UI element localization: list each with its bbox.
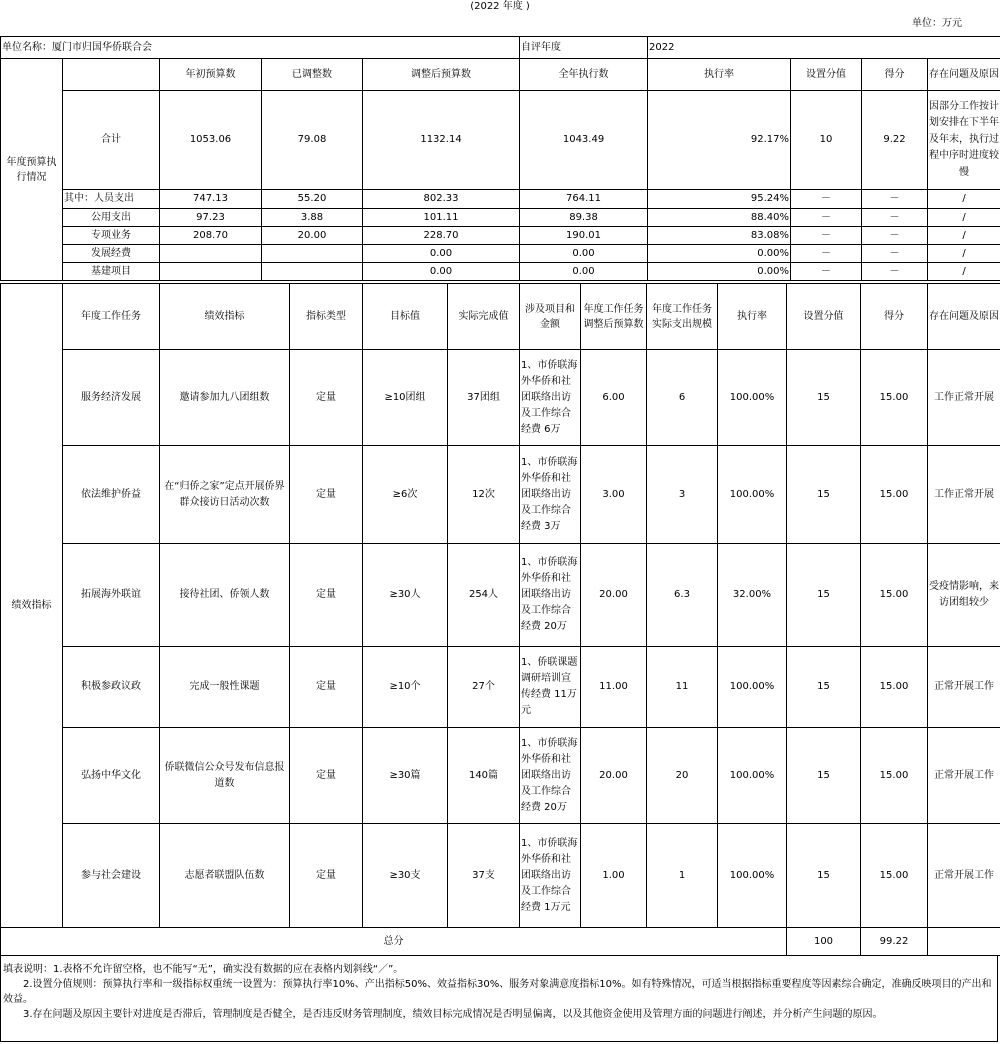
budget-cell: 0.00 [520,263,648,281]
target-cell: ≥30支 [363,824,448,928]
project-cell: 1、市侨联海外华侨和社团联络出访及工作综合经费 3万 [520,446,581,544]
budget-row-label: 发展经费 [63,245,160,263]
rate-cell: 100.00% [718,647,787,728]
spend-cell: 20 [647,728,718,824]
task-cell: 弘扬中华文化 [63,728,160,824]
budget-cell: － [862,245,928,263]
target-cell: ≥6次 [363,446,448,544]
type-cell: 定量 [290,544,363,647]
performance-row [1,647,1000,728]
budget-row [1,190,1000,209]
budget-cell: 1.00 [581,824,647,928]
task-cell: 依法维护侨益 [63,446,160,544]
score-set-cell: 15 [787,446,861,544]
performance-header: 指标类型 [290,284,363,350]
indicator-cell: 邀请参加九八团组数 [160,350,290,446]
fill-instructions [0,956,998,1042]
budget-cell: 228.70 [363,227,520,245]
issue-cell: 工作正常开展 [928,446,1000,544]
budget-cell: / [928,245,1000,263]
budget-row [1,263,1000,281]
budget-cell: 764.11 [520,190,648,209]
performance-row [1,446,1000,544]
type-cell: 定量 [290,446,363,544]
performance-header: 实际完成值 [448,284,520,350]
budget-cell: 1043.49 [520,91,648,190]
performance-section-label: 绩效指标 [1,284,63,928]
currency-unit: 单位：万元 [912,18,962,29]
spend-cell: 11 [647,647,718,728]
budget-cell: 9.22 [862,91,928,190]
performance-header: 绩效指标 [160,284,290,350]
budget-header: 设置分值 [791,59,862,91]
budget-row-label: 专项业务 [63,227,160,245]
performance-header: 设置分值 [787,284,861,350]
budget-cell [262,263,363,281]
budget-cell: － [791,245,862,263]
performance-header: 得分 [861,284,928,350]
total-label: 总分 [1,928,787,956]
unit-row [0,14,1000,34]
budget-row [1,245,1000,263]
eval-year-label: 自评年度 [520,37,648,59]
indicator-cell: 侨联微信公众号发布信息报道数 [160,728,290,824]
budget-cell: － [862,263,928,281]
task-cell: 拓展海外联谊 [63,544,160,647]
performance-row [1,824,1000,928]
performance-row [1,728,1000,824]
project-cell: 1、市侨联海外华侨和社团联络出访及工作综合经费 20万 [520,728,581,824]
actual-cell: 37支 [448,824,520,928]
budget-cell: － [862,227,928,245]
performance-header: 涉及项目和金额 [520,284,581,350]
rate-cell: 100.00% [718,728,787,824]
budget-cell [262,245,363,263]
budget-cell: 0.00% [648,245,791,263]
total-issue [928,928,1000,956]
budget-cell: 0.00 [520,245,648,263]
score-set-cell: 15 [787,544,861,647]
project-cell: 1、侨联课题调研培训宣传经费 11万元 [520,647,581,728]
total-row [1,928,1000,956]
budget-row-label: 其中：人员支出 [63,190,160,209]
performance-header: 执行率 [718,284,787,350]
task-cell: 积极参政议政 [63,647,160,728]
actual-cell: 37团组 [448,350,520,446]
task-cell: 服务经济发展 [63,350,160,446]
budget-header: 年初预算数 [160,59,262,91]
issue-cell: 正常开展工作 [928,728,1000,824]
score-set-cell: 15 [787,647,861,728]
score-cell: 15.00 [861,544,928,647]
eval-year: 2022 [648,37,1000,59]
performance-header: 年度工作任务实际支出规模 [647,284,718,350]
total-score-set: 100 [787,928,861,956]
type-cell: 定量 [290,728,363,824]
budget-cell: 1053.06 [160,91,262,190]
budget-row [1,209,1000,227]
type-cell: 定量 [290,824,363,928]
issue-cell: 受疫情影响，来访团组较少 [928,544,1000,647]
performance-header: 存在问题及原因 [928,284,1000,350]
budget-row [1,227,1000,245]
spend-cell: 1 [647,824,718,928]
issue-cell: 工作正常开展 [928,350,1000,446]
note-line-3: 3.存在问题及原因主要针对进度是否滞后，管理制度是否健全，是否违反财务管理制度，绩效目标完成情况是否明显偏离，以及其他资金使用及管理方面的问题进行阐述，并分析产生问题的原因。 [23,1009,883,1020]
actual-cell: 254人 [448,544,520,647]
project-cell: 1、市侨联海外华侨和社团联络出访及工作综合经费 20万 [520,544,581,647]
project-cell: 1、市侨联海外华侨和社团联络出访及工作综合经费 1万元 [520,824,581,928]
rate-cell: 32.00% [718,544,787,647]
budget-row-label: 公用支出 [63,209,160,227]
budget-cell: / [928,190,1000,209]
budget-cell: 3.00 [581,446,647,544]
budget-cell: / [928,227,1000,245]
unit-spacer [0,14,865,34]
performance-row [1,350,1000,446]
target-cell: ≥30篇 [363,728,448,824]
budget-cell: － [862,190,928,209]
actual-cell: 140篇 [448,728,520,824]
spend-cell: 3 [647,446,718,544]
note-line-2: 2.设置分值规则：预算执行率和一级指标权重统一设置为：预算执行率10%、产出指标50%、效益指标30%、服务对象满意度指标10%。如有特殊情况，可适当根据指标重要程度等因素综合确定，准确反映项目的产出和效益。 [3,979,992,1005]
budget-cell: 208.70 [160,227,262,245]
score-set-cell: 15 [787,350,861,446]
budget-cell: 0.00 [363,245,520,263]
note-line-1: 填表说明：1.表格不允许留空格，也不能写“无”，确实没有数据的应在表格内划斜线“／”。 [3,964,404,975]
score-cell: 15.00 [861,824,928,928]
score-cell: 15.00 [861,350,928,446]
indicator-cell: 志愿者联盟队伍数 [160,824,290,928]
score-cell: 15.00 [861,728,928,824]
spend-cell: 6.3 [647,544,718,647]
budget-cell: － [791,190,862,209]
indicator-cell: 在“归侨之家”定点开展侨界群众接访日活动次数 [160,446,290,544]
rate-cell: 100.00% [718,350,787,446]
budget-cell: 0.00% [648,263,791,281]
actual-cell: 27个 [448,647,520,728]
report-year: (2022 年度 ) [470,1,530,12]
budget-cell: 89.38 [520,209,648,227]
budget-cell: 3.88 [262,209,363,227]
budget-cell: 747.13 [160,190,262,209]
score-set-cell: 15 [787,728,861,824]
indicator-cell: 接待社团、侨领人数 [160,544,290,647]
budget-table [0,36,1000,281]
budget-cell: － [791,263,862,281]
budget-cell: － [791,227,862,245]
budget-cell: / [928,263,1000,281]
budget-header: 存在问题及原因 [928,59,1000,91]
performance-header: 目标值 [363,284,448,350]
budget-cell: 10 [791,91,862,190]
performance-row [1,544,1000,647]
budget-header: 全年执行数 [520,59,648,91]
score-set-cell: 15 [787,824,861,928]
rate-cell: 100.00% [718,824,787,928]
budget-cell: 101.11 [363,209,520,227]
budget-cell: － [862,209,928,227]
budget-header: 得分 [862,59,928,91]
budget-cell: 92.17% [648,91,791,190]
target-cell: ≥10团组 [363,350,448,446]
budget-issue: 因部分工作按计划安排在下半年及年末，执行过程中序时进度较慢 [928,91,1000,190]
budget-cell: 79.08 [262,91,363,190]
budget-cell: 6.00 [581,350,647,446]
performance-header: 年度工作任务调整后预算数 [581,284,647,350]
issue-cell: 正常开展工作 [928,824,1000,928]
target-cell: ≥10个 [363,647,448,728]
project-cell: 1、市侨联海外华侨和社团联络出访及工作综合经费 6万 [520,350,581,446]
budget-row-label: 基建项目 [63,263,160,281]
budget-header: 调整后预算数 [363,59,520,91]
budget-cell: 95.24% [648,190,791,209]
spend-cell: 6 [647,350,718,446]
budget-cell: 55.20 [262,190,363,209]
score-cell: 15.00 [861,446,928,544]
budget-cell: 20.00 [262,227,363,245]
unit-name: 单位名称：厦门市归国华侨联合会 [1,37,520,59]
type-cell: 定量 [290,350,363,446]
rate-cell: 100.00% [718,446,787,544]
budget-cell: 190.01 [520,227,648,245]
budget-cell: 1132.14 [363,91,520,190]
budget-cell: / [928,209,1000,227]
target-cell: ≥30人 [363,544,448,647]
budget-header: 执行率 [648,59,791,91]
performance-table [0,283,1000,956]
issue-cell: 正常开展工作 [928,647,1000,728]
budget-cell [160,245,262,263]
budget-header: 已调整数 [262,59,363,91]
total-score: 99.22 [861,928,928,956]
budget-cell: 97.23 [160,209,262,227]
budget-cell [160,263,262,281]
budget-total-label: 合计 [63,91,160,190]
actual-cell: 12次 [448,446,520,544]
budget-cell: 20.00 [581,728,647,824]
budget-section-label: 年度预算执行情况 [1,59,63,281]
budget-cell: 83.08% [648,227,791,245]
budget-cell: 802.33 [363,190,520,209]
budget-cell: 20.00 [581,544,647,647]
budget-cell: － [791,209,862,227]
indicator-cell: 完成一般性课题 [160,647,290,728]
budget-cell: 88.40% [648,209,791,227]
type-cell: 定量 [290,647,363,728]
budget-cell: 0.00 [363,263,520,281]
score-cell: 15.00 [861,647,928,728]
task-cell: 参与社会建设 [63,824,160,928]
budget-header-blank [63,59,160,91]
budget-cell: 11.00 [581,647,647,728]
performance-header: 年度工作任务 [63,284,160,350]
